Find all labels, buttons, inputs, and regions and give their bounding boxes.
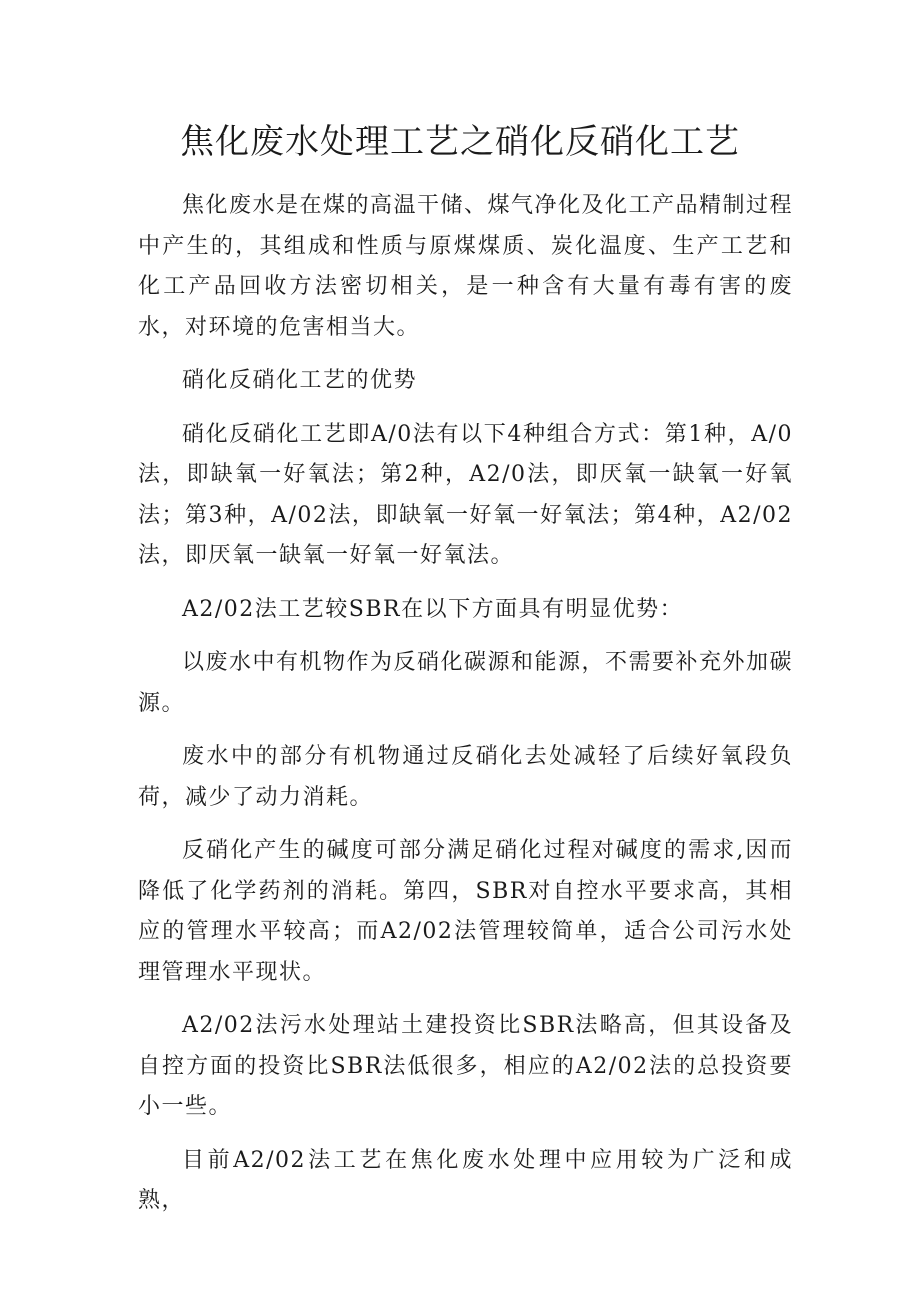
paragraph-combinations: 硝化反硝化工艺即A/0法有以下4种组合方式：第1种，A/0法，即缺氧一好氧法；第2种，A2/0法，即厌氧一缺氧一好氧法；第3种，A/02法，即缺氧一好氧一好氧法；第4种，A2/02法，即厌氧一缺氧一好氧一好氧法。 (138, 421, 793, 568)
paragraph-carbon-source: 以废水中有机物作为反硝化碳源和能源，不需要补充外加碳源。 (138, 650, 794, 716)
document-body (138, 186, 793, 1235)
paragraph-advantages-intro: A2/02法工艺较SBR在以下方面具有明显优势： (182, 596, 684, 622)
paragraph-load-reduction: 废水中的部分有机物通过反硝化去处减轻了后续好氧段负荷，减少了动力消耗。 (138, 744, 793, 810)
paragraph-current-use: 目前A2/02法工艺在焦化废水处理中应用较为广泛和成熟， (138, 1147, 793, 1213)
paragraph-alkalinity: 反硝化产生的碱度可部分满足硝化过程对碱度的需求,因而降低了化学药剂的消耗。第四，SBR对自控水平要求高，其相应的管理水平较高；而A2/02法管理较简单，适合公司污水处理管理水平现状。 (138, 838, 793, 985)
paragraph-section-heading: 硝化反硝化工艺的优势 (182, 368, 418, 393)
paragraph-intro: 焦化废水是在煤的高温干储、煤气净化及化工产品精制过程中产生的，其组成和性质与原煤煤质、炭化温度、生产工艺和化工产品回收方法密切相关，是一种含有大量有毒有害的废水，对环境的危害相当大。 (138, 193, 794, 340)
document-title: 焦化废水处理工艺之硝化反硝化工艺 (180, 122, 740, 162)
paragraph-investment: A2/02法污水处理站土建投资比SBR法略高，但其设备及自控方面的投资比SBR法低很多，相应的A2/02法的总投资要小一些。 (138, 1013, 793, 1119)
